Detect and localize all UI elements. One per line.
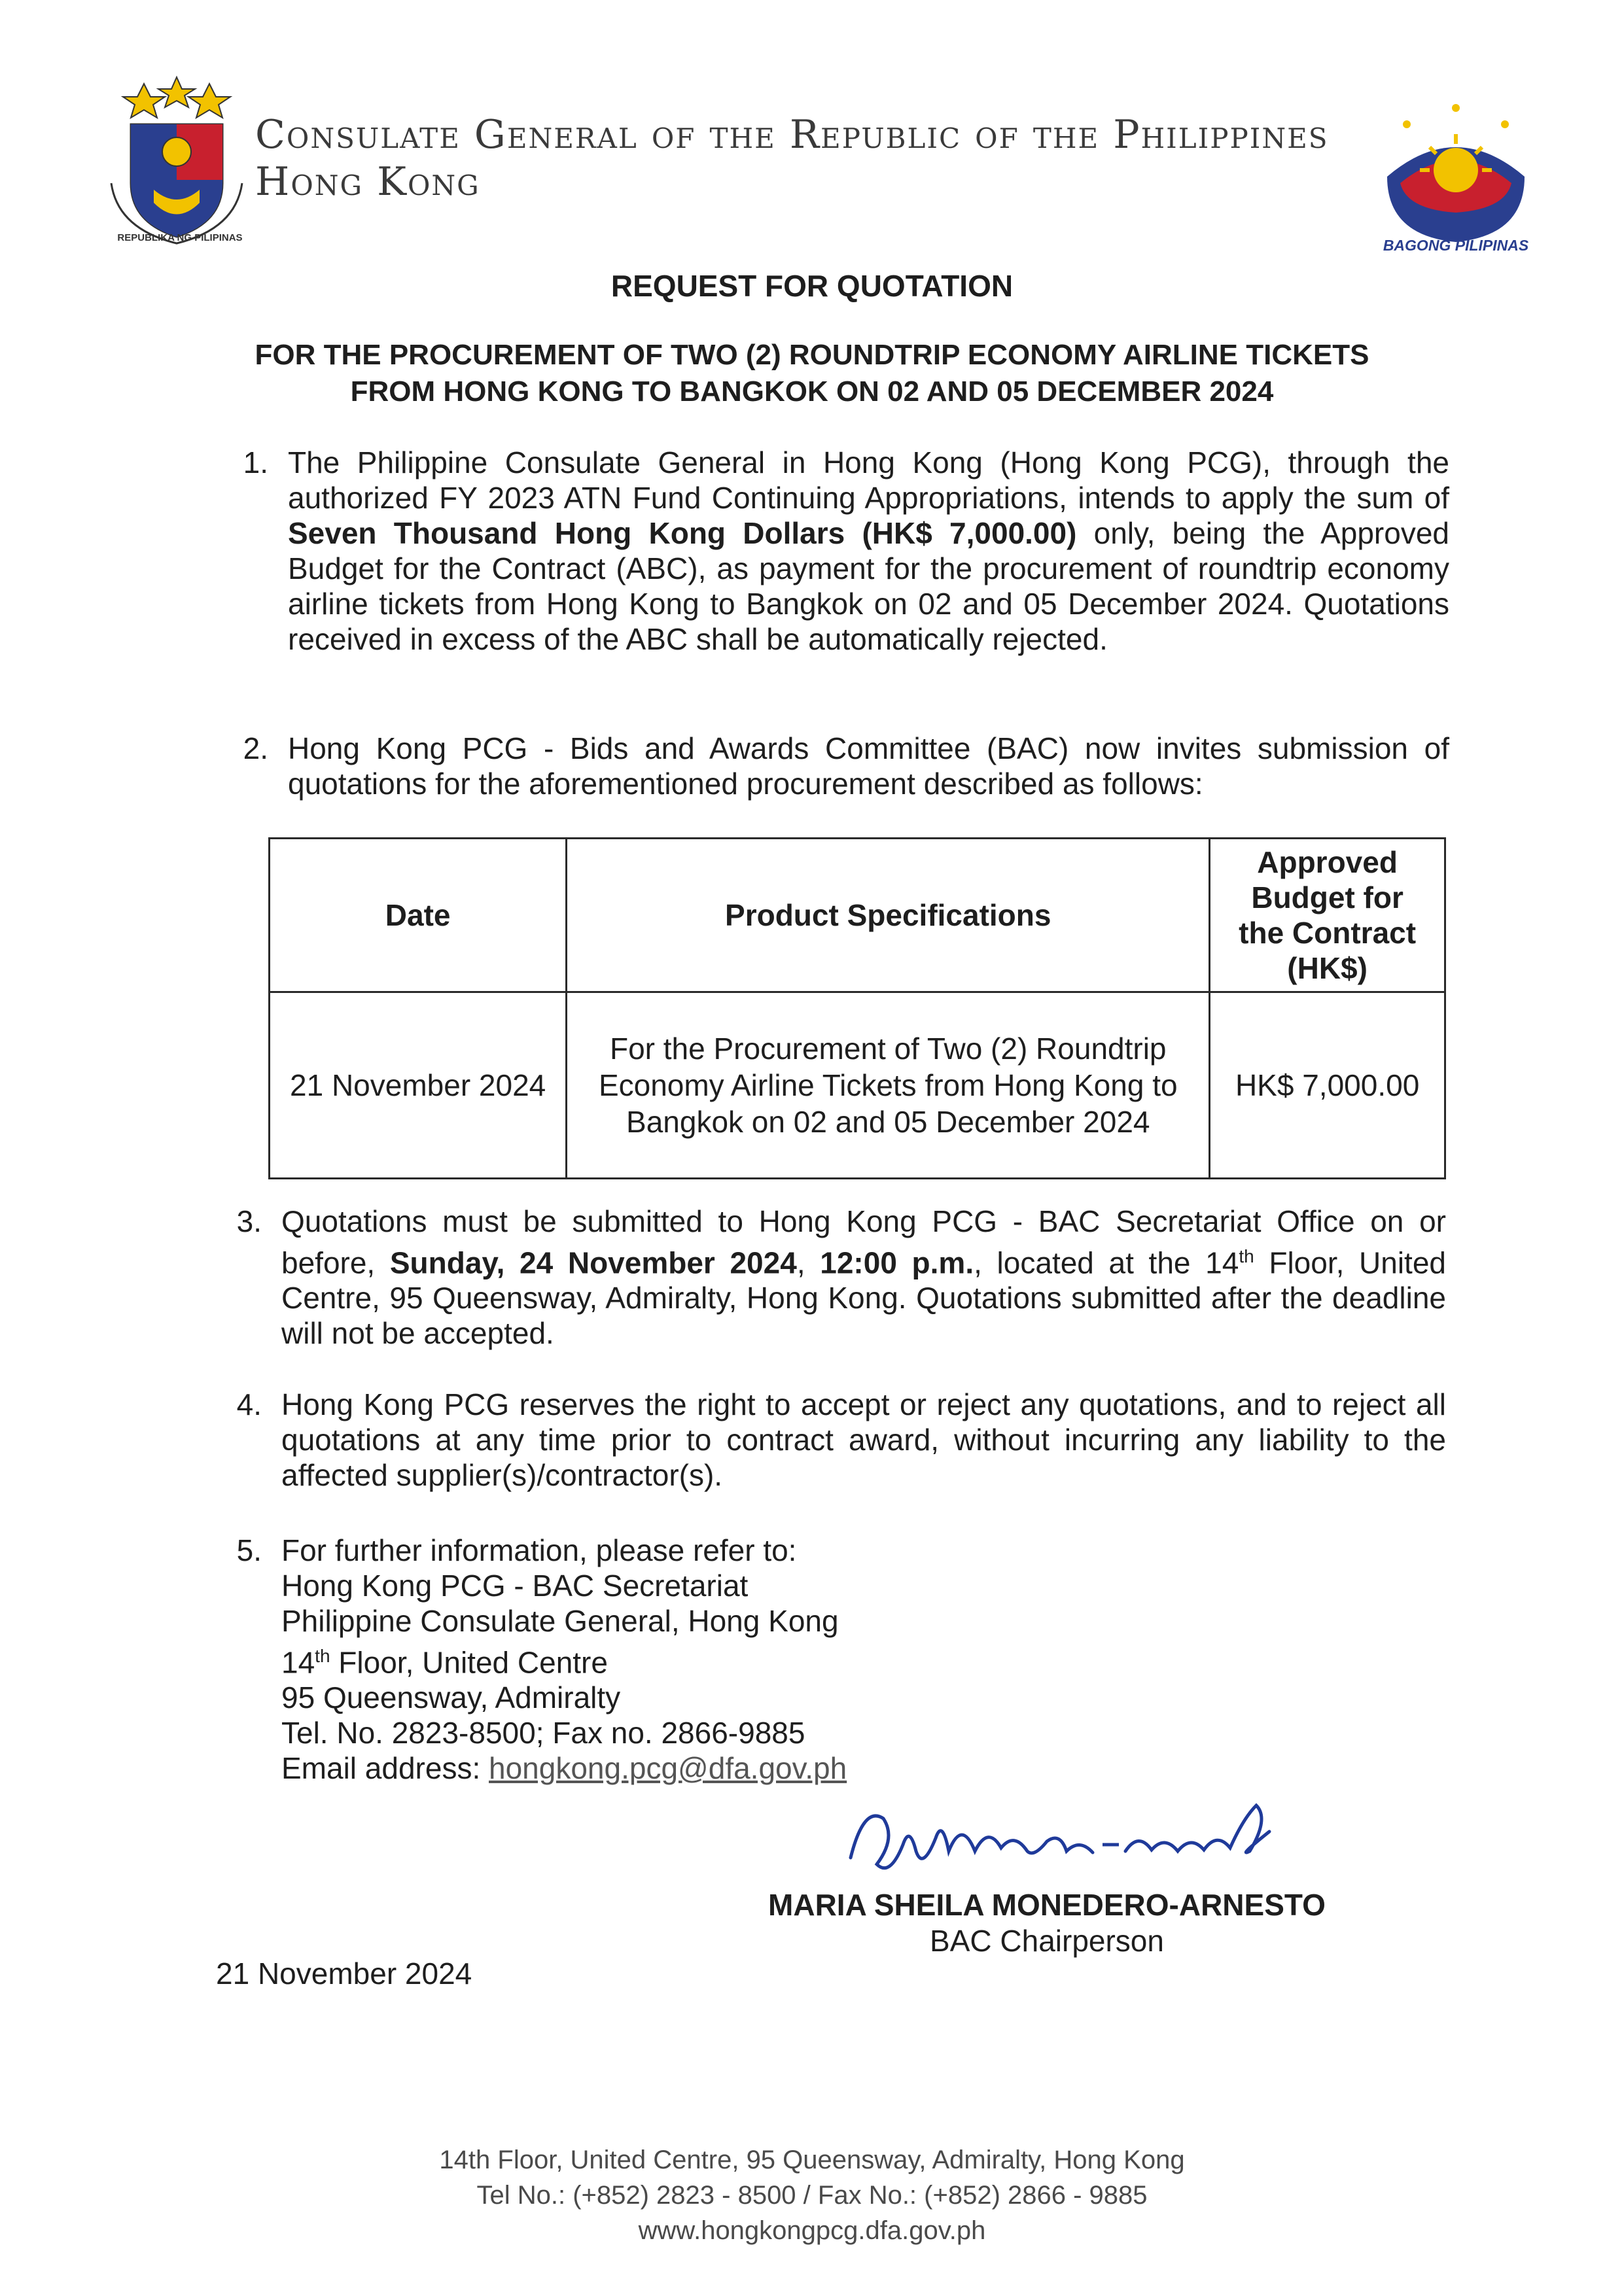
org-line-1: Consulate General of the Republic of the Philippines (255, 112, 1329, 158)
item-4-number: 4. (236, 1387, 262, 1421)
document-subtitle (0, 337, 1624, 410)
deadline-time: 12:00 p.m. (820, 1245, 974, 1280)
cell-budget: HK$ 7,000.00 (1210, 992, 1445, 1179)
org-line-2: Hong Kong (255, 159, 480, 205)
footer (0, 2142, 1624, 2248)
signatory-name: MARIA SHEILA MONEDERO-ARNESTO (768, 1888, 1326, 1922)
philippine-seal-icon (105, 72, 249, 249)
item-1-number: 1. (243, 445, 268, 479)
cell-specification: For the Procurement of Two (2) Roundtrip Economy Airline Tickets from Hong Kong to Bangkok on 02 and 05 December 2024 (567, 992, 1210, 1179)
footer-website[interactable]: www.hongkongpcg.dfa.gov.ph (638, 2216, 986, 2245)
email-link[interactable]: hongkong.pcg@dfa.gov.ph (489, 1751, 847, 1786)
item-1-text: The Philippine Consulate General in Hong Kong (Hong Kong PCG), through the authorized FY 2023 ATN Fund Continuing Appropriations, intends to apply the sum of Seven Thousand Hong Kong Dollars (HK$ 7,000.00) only, being the Approved Budget for the Contract (ABC), as payment for the procurement of roundtrip economy airline tickets from Hong Kong to Bangkok on 02 and 05 December 2024. Quotations received in excess of the ABC shall be automatically rejected. (288, 445, 1450, 656)
signatory-role: BAC Chairperson (930, 1924, 1164, 1958)
contact-street: 95 Queensway, Admiralty (281, 1680, 621, 1715)
document-date: 21 November 2024 (216, 1957, 472, 1991)
organization-name (255, 111, 1329, 205)
subtitle-line-1: FOR THE PROCUREMENT OF TWO (2) ROUNDTRIP ECONOMY AIRLINE TICKETS (255, 339, 1369, 371)
quotation-table (268, 837, 1446, 1179)
budget-amount: Seven Thousand Hong Kong Dollars (HK$ 7,000.00) (288, 516, 1077, 550)
item-5-number: 5. (236, 1533, 262, 1567)
contact-intro: For further information, please refer to: (281, 1533, 797, 1567)
deadline-date: Sunday, 24 November 2024 (389, 1245, 797, 1280)
cell-date: 21 November 2024 (270, 992, 567, 1179)
item-2-number: 2. (243, 731, 268, 765)
handwritten-signature-icon (838, 1779, 1296, 1890)
header-product-specifications: Product Specifications (567, 839, 1210, 992)
contact-phone: Tel. No. 2823-8500; Fax no. 2866-9885 (281, 1716, 805, 1750)
item-2-text: Hong Kong PCG - Bids and Awards Committee (BAC) now invites submission of quotations for the aforementioned procurement described as follows: (288, 731, 1449, 801)
contact-floor: 14th Floor, United Centre (281, 1645, 608, 1680)
item-3-text: Quotations must be submitted to Hong Kong PCG - BAC Secretariat Office on or before, Sunday, 24 November 2024, 12:00 p.m., located at the 14th Floor, United Centre, 95 Queensway, Admiralty, Hong Kong. Quotations submitted after the deadline will not be accepted. (281, 1204, 1447, 1351)
contact-office: Hong Kong PCG - BAC Secretariat (281, 1569, 749, 1603)
contact-email-line: Email address: hongkong.pcg@dfa.gov.ph (281, 1751, 847, 1786)
header-date: Date (270, 839, 567, 992)
footer-phone: Tel No.: (+852) 2823 - 8500 / Fax No.: (+852) 2866 - 9885 (476, 2181, 1148, 2210)
table-header-row (270, 839, 1445, 992)
subtitle-line-2: FROM HONG KONG TO BANGKOK ON 02 AND 05 DECEMBER 2024 (350, 375, 1274, 408)
contact-consulate: Philippine Consulate General, Hong Kong (281, 1604, 839, 1638)
item-3-number: 3. (236, 1204, 262, 1238)
table-row (270, 992, 1445, 1179)
seal-text: REPUBLIKA NG PILIPINAS (117, 232, 243, 243)
footer-address: 14th Floor, United Centre, 95 Queensway, Admiralty, Hong Kong (439, 2146, 1185, 2174)
bagong-pilipinas-label: BAGONG PILIPINAS (1383, 237, 1529, 254)
contact-information (281, 1533, 1263, 1786)
item-4-text: Hong Kong PCG reserves the right to accept or reject any quotations, and to reject all quotations at any time prior to contract award, without incurring any liability to the affected supplier(s)/contractor(s). (281, 1387, 1446, 1492)
document-title: REQUEST FOR QUOTATION (610, 269, 1014, 303)
header-approved-budget: Approved Budget for the Contract (HK$) (1210, 839, 1445, 992)
